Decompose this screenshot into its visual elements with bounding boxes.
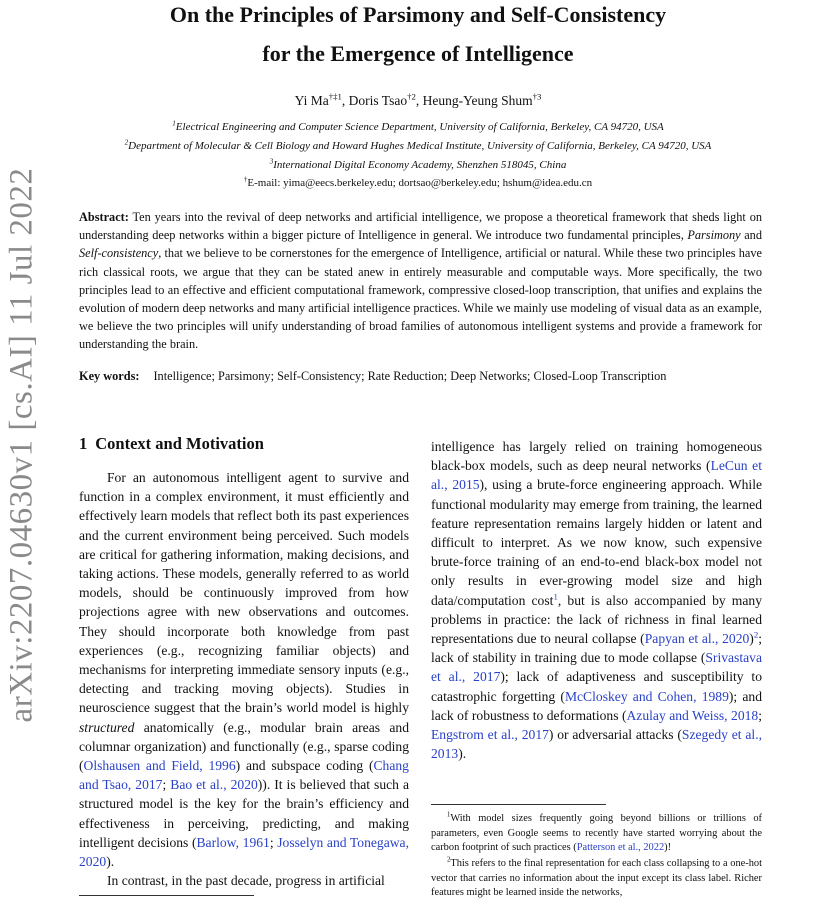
footnote-mark: 2 [447, 856, 451, 864]
citation-link[interactable]: Barlow, 1961 [196, 834, 270, 850]
citation-authors: Szegedy et al. [681, 727, 759, 743]
body-text: anatomically (e.g., modular brain areas and columnar organization) and functionally (e.g., sparse coding ( [79, 719, 409, 774]
paragraph: intelligence has largely relied on training homogeneous black-box models, such as deep neural networks (LeCun et al., 2015), using a brute-force engineering approach. While functional modularity may emerge from training, the learned feature representation remains largely hidden or latent and difficult to interpret. As we now know, such expensive brute-force training of an end-to-end black-box model not only results in ever-growing model size and high data/computation cost$^1$, but is also accompanied by many problems in practice: the lack of richness in final learned representations due to neural collapse (Papyan et al., 2020)$^2$; lack of stability in training due to mode collapse (Srivastava et al., 2017); lack of adaptiveness and susceptibility to catastrophic forgetting (McCloskey and Cohen, 1989); and lack of robustness to deformations (Azulay and Weiss, 2018; Engstrom et al., 2017) or adversarial attacks (Szegedy et al., 2013). [431, 439, 763, 762]
citation-authors: Olshausen and Field [83, 758, 200, 774]
author-name: Doris Tsao [348, 93, 408, 108]
body-text: ); and lack of robustness to deformations ( [431, 688, 763, 723]
citation-authors: Josselyn and Tonegawa [277, 834, 406, 850]
email-text: E-mail: yima@eecs.berkeley.edu; dortsao@berkeley.edu; hshum@idea.edu.cn [247, 177, 593, 189]
footnote-mark: 1 [553, 591, 558, 602]
section-number: 1 [79, 434, 88, 453]
body-text: ), using a brute-force engineering approach. While functional modularity may emerge from training, the learned feature representation remains largely hidden or latent and difficult to interpret. As we now know, such expensive brute-force training of an end-to-end black-box model not only results in ever-growing model size and high data/computation cost [431, 477, 763, 608]
body-text: ) and subspace coding ( [235, 758, 374, 774]
footnote-divider [431, 804, 606, 805]
body-text: For an autonomous intelligent agent to survive and function in a complex environment, it must efficiently and effectively learn models that reflect both its past experiences and the current environment being perceived. Such models are critical for gathering information, making decisions, and taking actions. These models, generally referred to as world models, should be continuously improved from how projections agree with new observations and outcomes. They should incorporate both knowledge from past experiences (e.g., recognizing familiar objects) and mechanisms for interpreting immediate sensory inputs (e.g., detecting and tracking moving objects). Studies in neuroscience suggest that the brain’s world model is highly [79, 470, 409, 716]
abstract-emphasis: Self-consistency [79, 246, 159, 261]
abstract-text: Ten years into the revival of deep networks and artificial intelligence, we propose a theoretical framework that sheds light on understanding deep networks within a bigger picture of Intelligence in general. We introduce two fundamental principles, [79, 210, 762, 243]
author-name: Heung-Yeung Shum [422, 93, 533, 108]
citation-authors: McCloskey and Cohen [564, 688, 694, 704]
author-name: Yi Ma [294, 93, 329, 108]
affiliation-text: Electrical Engineering and Computer Science Department, University of California, Berkeley, CA 94720, USA [175, 121, 664, 133]
citation-year: 2013 [431, 746, 459, 762]
keywords-text: Intelligence; Parsimony; Self-Consistency; Rate Reduction; Deep Networks; Closed-Loop Transcription [153, 369, 667, 383]
affiliation-3 [0, 159, 836, 171]
author-mark: †3 [532, 91, 542, 102]
body-text: ; lack of stability in training due to mode collapse ( [431, 631, 763, 666]
citation-year: 2020 [230, 777, 258, 793]
citation-link[interactable]: Josselyn and Tonegawa, 2020 [79, 834, 409, 870]
footnote-text: This refers to the final representation for each class collapsing to a one-hot vector that carries no information about the input except its class label. Richer features might be learned inside the networks, [431, 858, 762, 899]
citation-link[interactable]: McCloskey and Cohen, 1989 [564, 688, 729, 704]
citation-link[interactable]: Bao et al., 2020 [170, 777, 258, 793]
citation-authors: Bao et al. [170, 777, 224, 793]
body-text: intelligence has largely relied on training homogeneous black-box models, such as deep neural networks ( [431, 439, 762, 474]
footnote-mark: 1 [447, 811, 451, 819]
affiliation-text: International Digital Economy Academy, Shenzhen 518045, China [273, 159, 567, 171]
citation-link[interactable]: LeCun et al., 2015 [431, 458, 762, 493]
affiliation-text: Department of Molecular & Cell Biology and Howard Hughes Medical Institute, University of California, Berkeley, CA 94720, USA [128, 140, 712, 152]
abstract-emphasis: Parsimony [687, 228, 741, 243]
citation-year: 2017 [135, 777, 163, 793]
author-mark: †2 [407, 91, 416, 102]
citation-authors: Chang and Tsao [79, 758, 409, 793]
paper-title-line-1: On the Principles of Parsimony and Self-Consistency [169, 2, 667, 27]
email-line [0, 177, 836, 189]
citation-link[interactable]: Papyan et al., 2020 [644, 631, 750, 647]
citation-year: 2020 [722, 631, 750, 647]
arxiv-id-text: arXiv:2207.04630v1 [cs.AI] 11 Jul 2022 [3, 167, 40, 723]
paper-title-line-2: for the Emergence of Intelligence [262, 41, 574, 66]
affiliation-1 [0, 121, 836, 133]
citation-year: 1996 [208, 758, 236, 774]
body-text: ). [458, 746, 467, 762]
paragraph: For an autonomous intelligent agent to survive and function in a complex environment, it must efficiently and effectively learn models that reflect both its past experiences and the current environment being perceived. Such models are critical for gathering information, making decisions, and taking actions. These models, generally referred to as world models, should be continuously improved from how projections agree with new observations and outcomes. They should incorporate both knowledge from past experiences (e.g., recognizing familiar objects) and mechanisms for interpreting immediate sensory inputs (e.g., detecting and tracking moving objects). Studies in neuroscience suggest that the brain’s world model is highly structured anatomically (e.g., modular brain areas and columnar organization) and functionally (e.g., sparse coding (Olshausen and Field, 1996) and subspace coding (Chang and Tsao, 2017; Bao et al., 2020)). It is believed that such a structured model is the key for the brain’s efficiency and effectiveness in perceiving, predicting, and making intelligent decisions (Barlow, 1961; Josselyn and Tonegawa, 2020). [79, 470, 410, 870]
abstract [79, 208, 762, 354]
body-emphasis: structured [79, 719, 135, 735]
citation-link[interactable]: Chang and Tsao, 2017 [79, 758, 409, 793]
column-divider [79, 895, 254, 896]
keywords [79, 367, 762, 385]
citation-year: 2015 [452, 477, 480, 493]
footnote-2 [431, 857, 762, 901]
abstract-text: , that we believe to be cornerstones for the emergence of Intelligence, artificial or natural. While these two principles have rich classical roots, we argue that they can be stated anew in entirely measurable and computable ways. More specifically, the two principles lead to an effective and efficient computational framework, compressive closed-loop transcription, that unifies and explains the evolution of modern deep networks and many artificial intelligence practices. While we mainly use modeling of visual data as an example, we believe the two principles will unify understanding of broad families of autonomous intelligent systems and provide a framework for understanding the brain. [79, 246, 762, 352]
right-column [431, 437, 762, 763]
affiliation-mark: 3 [269, 157, 274, 166]
citation-year: 2018 [731, 707, 759, 723]
author-list: Yi Ma$^{\dagger\ddagger 1}$, Doris Tsao$^{\dagger 2}$, Heung-Yeung Shum$^{\dagger 3}$ [294, 91, 542, 108]
footnote-1 [431, 812, 762, 856]
citation-link[interactable]: Olshausen and Field, 1996 [83, 758, 236, 774]
paragraph: In contrast, in the past decade, progress in artificial [107, 873, 385, 889]
abstract-label: Abstract: [79, 210, 129, 224]
body-text: )). It is believed that such a structured model is the key for the brain’s efficiency and effectiveness in perceiving, predicting, and making intelligent decisions ( [79, 777, 410, 850]
citation-authors: Papyan et al. [644, 631, 716, 647]
body-text: , but is also accompanied by many problems in practice: the lack of richness in final learned representations due to neural collapse ( [431, 592, 763, 647]
body-text: ); lack of adaptiveness and susceptibility to catastrophic forgetting ( [431, 669, 763, 704]
left-column [79, 468, 409, 890]
citation-link[interactable]: Srivastava et al., 2017 [431, 650, 762, 685]
citation-authors: LeCun et al. [431, 458, 762, 493]
footnote-text: With model sizes frequently going beyond billions or trillions of parameters, even Google seems to recently have started worrying about the carbon footprint of such practices ( [431, 813, 762, 854]
affiliation-mark: 2 [124, 138, 129, 147]
citation-link[interactable]: Azulay and Weiss, 2018 [626, 707, 759, 723]
section-heading [79, 434, 264, 454]
citation-year: 2017 [473, 669, 501, 685]
citation-year: 1961 [242, 834, 270, 850]
citation-authors: Engstrom et al. [431, 727, 515, 743]
keywords-label: Key words: [79, 369, 140, 383]
citation-year: 2017 [521, 727, 549, 743]
citation-link[interactable]: Engstrom et al., 2017 [431, 727, 549, 743]
body-text: ). [106, 854, 115, 870]
footnote-text: )! [664, 842, 672, 854]
footnote-mark: 2 [753, 629, 759, 640]
email-mark: † [243, 175, 248, 184]
citation-authors: Barlow [196, 834, 236, 850]
citation-link[interactable]: Szegedy et al., 2013 [431, 727, 763, 762]
citation-link[interactable]: Patterson et al., 2022 [576, 842, 665, 854]
author-mark: †‡1 [328, 91, 342, 102]
citation-authors: Azulay and Weiss [626, 707, 725, 723]
citation-year: 1989 [701, 688, 729, 704]
affiliation-2 [0, 140, 836, 152]
section-title: Context and Motivation [95, 434, 264, 453]
citation-authors: Srivastava et al. [431, 650, 762, 685]
abstract-text: and [740, 228, 762, 243]
affiliation-mark: 1 [172, 119, 176, 128]
arxiv-sidebar-stamp [0, 0, 44, 904]
citation-year: 2020 [79, 854, 107, 870]
body-text: ) or adversarial attacks ( [548, 727, 682, 743]
